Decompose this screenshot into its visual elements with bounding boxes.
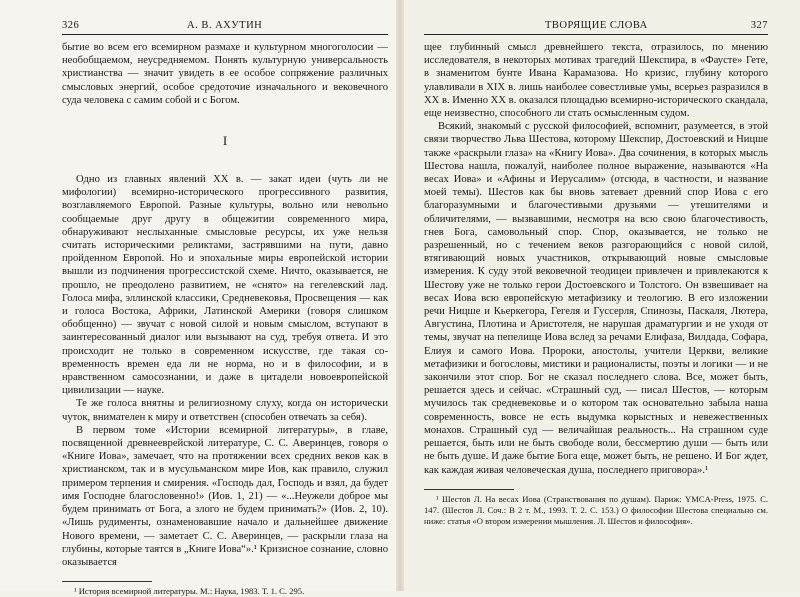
left-footnote-text: ¹ История всемирной литературы. М.: Наука, 1983. Т. 1. С. 295. — [74, 586, 305, 597]
book-gutter — [396, 0, 404, 591]
left-footnote-rule — [62, 581, 152, 582]
left-paragraph: В первом томе «Истории всемирной литературы», в главе, посвященной древнееврейской литературе, С. С. Аверинцев, говоря о «Книге Иова», замечает, что на протяжении всех средних веков как в христианском, так и в мусульманском мире Иов, как правило, служил примером терпения и смирения. «Господь дал, Господь и взял, да будет имя Господне благословенно!» (Иов. 1, 21) — «...Неужели доброе мы будем принимать от Бога, а злого не будем принимать?» (Иов. 2, 10). «Лишь рудименты, ознаменовавшие начало и дальнейшее движение Нового времени, — заметает С. С. Аверинцев, — раскрыли глаза на глубины, которые таятся в „Книге Иова“».¹ Кризисное сознание, словно оказывается — [62, 424, 388, 568]
right-footnote — [424, 494, 768, 527]
section-number: I — [222, 133, 228, 149]
right-footnote-text: ¹ Шестов Л. На весах Иова (Странствования по душам). Париж: YMCA-Press, 1975. С. 147. (Шестов Л. Соч.: В 2 т. М., 1993. Т. 2. С. 153.) О философии Шестова специально см. ниже: статья «О втором измерении мышления. Л. Шестов и философия». — [424, 493, 768, 526]
right-body-text — [424, 41, 768, 477]
left-page-number: 326 — [62, 20, 80, 31]
left-paragraph: Одно из главных явлений XX в. — закат идеи (чуть ли не мифологии) всемирно-исторического прогрессивного развития, возглавляемого Европой. Разные культуры, вольно или невольно сообщаемые друг другу в общежитии современного мира, обнаруживают неслыханные смысловые ресурсы, их уже нельзя считать историческими реликтами, застрявшими на пути, давно пройденном Европой. Но и эпохальные миры европейской истории вышли из подчинения прогрессистской схеме. Ничто, оказывается, не прошло, не преодолено развитием, не «снято» на гегелевский лад. Голоса мифа, эллинской классики, Средневековья, Просвещения — как и голоса Востока, Африки, Латинской Америки (говоря слишком обобщенно) — звучат с новой силой и новым смыслом, вступают в заинтересованный диалог или вызывают на суд, требуя ответа. И это происходит не только в современном искусстве, где такая со-временность времен еда ли не норма, но и в философии, и в нравственном самосознании, и даже в цитадели новоевропейской цивилизации — науке. — [62, 174, 388, 397]
left-footnote — [62, 586, 388, 597]
left-paragraph: Те же голоса внятны и религиозному слуху, когда он исторически чуток, внимателен к миру и ответствен (способен отвечать за себя). — [62, 398, 388, 423]
right-paragraph: Всякий, знакомый с русской философией, вспомнит, разумеется, в этой связи творчество Льва Шестова, которому Шекспир, Достоевский и Ницше также «раскрыли глаза» на «Книгу Иова». Два сочинения, в которых мысль Шестова нашла, пожалуй, наиболее полное выражение, называются «На весах Иова» и «Афины и Иерусалим» (отсюда, в частности, и название моей темы). Шестов как бы вновь затевает древний спор Иова с его благоразумными и благочестивыми друзьями — утешителями и обличителями, — вызвавшими, несмотря на всю свою благочестивость, гнев Бога, самовольный спор. Спор, оказывается, не только не разрешенный, но с течением веков разгорающийся с новой силой, втягивающий новых участников, открывающий новые смысловые измерения. К суду этой вековечной теодицеи привлечен и привлекаются к Шестову уже не только герои Достоевского и Толстого. Он взвешивает на весах Иова всю европейскую метафизику и теологию. В его изложении речи Ницше и Кьеркегора, Гегеля и Гуссерля, Спинозы, Паскаля, Лютера, Августина, Плотина и Аристотеля, не нарушая драматургии и не уходя от темы, звучат на пепелище Иова вслед за речами Елифаза, Вилдада, Софара, Елиуя и самого Иова. Пророки, апостолы, учители Церкви, великие метафизики и богословы, мистики и рационалисты, поэты и логики — и не закончили этот спор. Бог не сказал последнего слова. Все, может быть, решается здесь и сейчас. «Страшный суд, — писал Шестов, — которым мучилось так средневековье и о котором так основательно забыла наша современность, вовсе не есть выдумка корыстных и невежественных монахов. Страшный суд — величайшая реальность... На страшном суде решается, быть или не быть свободе воли, бессмертию души — быть или не быть душе. И даже бытие Бога еще, может быть, не решено. И Бог ждет, как каждая живая человеческая душа, последнего приговора».¹ — [424, 121, 768, 476]
right-footnote-rule — [424, 489, 514, 490]
right-paragraph: щее глубинный смысл древнейшего текста, отразилось, по мнению исследователя, в некоторых мотивах трагедий Шекспира, в «Фаусте» Гете, в знаменитом бунте Ивана Карамазова. Но кризис, глубину которого улавливали в XIX в. лишь наиболее совестливые умы, всерьез разразился в XX в. Именно XX в. оказался площадью всемирно-исторического скандала, еще неизвестно, способного ли стать осмысленным судом. — [424, 42, 768, 120]
right-page-number: 327 — [750, 20, 768, 31]
right-running-title: ТВОРЯЩИЕ СЛОВА — [544, 20, 648, 31]
left-body-text — [62, 41, 388, 569]
left-running-head — [62, 20, 388, 35]
left-running-title: А. В. АХУТИН — [186, 20, 263, 31]
left-intro-paragraph: бытие во всем его всемирном размахе и культурном многоголосии — необобщаемом, неусредняемом. Понять культурную универсальность христианства — значит увидеть в ее особое сопряжение различных смысловых энергий, особое средоточие изначального и вековечного суда человека с самим собой и с Богом. — [62, 42, 388, 106]
right-page — [400, 0, 800, 591]
right-running-head — [424, 20, 768, 35]
